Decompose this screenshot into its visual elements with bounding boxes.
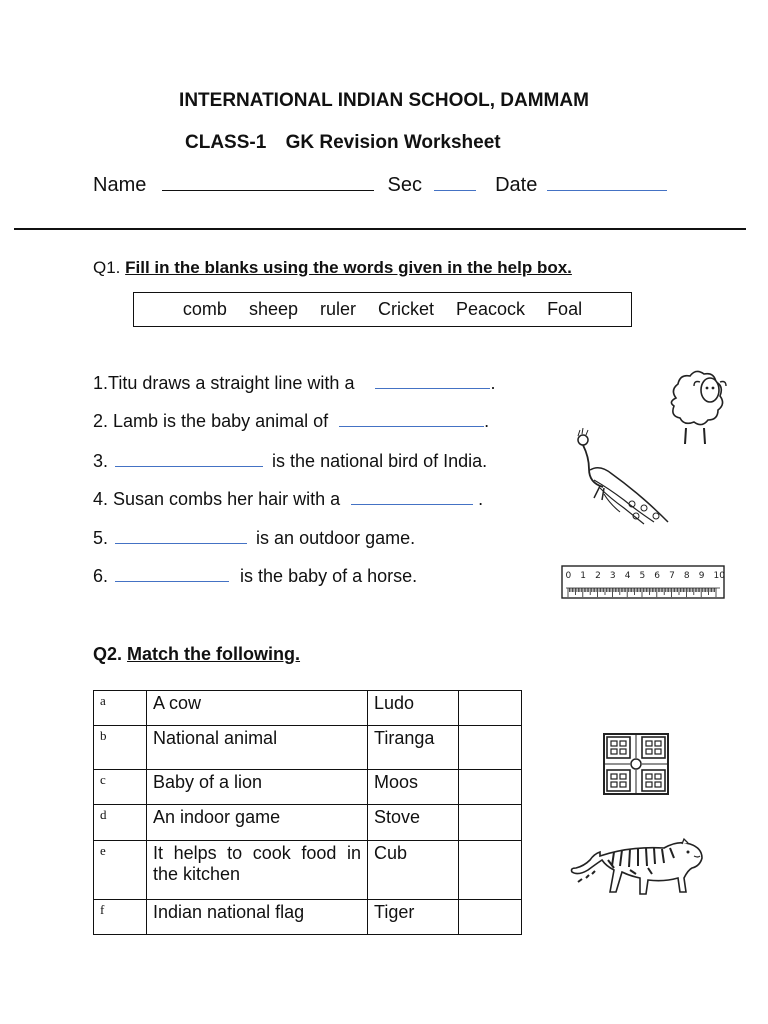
ruler-tick-label: 1 — [580, 571, 587, 581]
item-text: is the baby of a horse. — [240, 566, 418, 586]
ruler-icon — [560, 564, 726, 600]
row-option: Moos — [368, 770, 459, 805]
row-letter: e — [94, 841, 147, 900]
q2-number: Q2. — [93, 644, 123, 664]
ruler-tick-label: 8 — [683, 571, 690, 581]
ruler-tick-label: 4 — [624, 571, 631, 581]
sheep-icon — [668, 368, 728, 446]
row-letter: f — [94, 900, 147, 935]
class-label: CLASS-1 — [185, 132, 267, 153]
blank-field[interactable] — [115, 529, 247, 544]
item-text: is the national bird of India. — [272, 451, 488, 471]
item-text: 1.Titu draws a straight line with a — [93, 373, 355, 393]
date-label: Date — [495, 174, 538, 196]
match-answer-cell[interactable] — [459, 770, 522, 805]
blank-field[interactable] — [375, 374, 490, 389]
ruler-tick-label: 3 — [609, 571, 616, 581]
blank-field[interactable] — [351, 490, 473, 505]
worksheet-title: GK Revision Worksheet — [285, 132, 501, 153]
school-name: INTERNATIONAL INDIAN SCHOOL, DAMMAM — [179, 90, 589, 111]
ruler-tick-label: 9 — [698, 571, 705, 581]
sec-label: Sec — [387, 174, 422, 196]
blank-field[interactable] — [115, 567, 229, 582]
row-option: Tiger — [368, 900, 459, 935]
peacock-icon — [574, 428, 672, 526]
blank-field[interactable] — [339, 412, 484, 427]
ludo-board-icon — [602, 732, 670, 796]
tiger-icon — [570, 834, 710, 896]
help-word: sheep — [248, 299, 298, 319]
q1-item-2 — [93, 411, 489, 432]
blank-field[interactable] — [115, 452, 263, 467]
item-text: 5. — [93, 528, 109, 548]
row-letter: d — [94, 805, 147, 841]
row-letter: a — [94, 691, 147, 726]
row-item: It helps to cook food in the kitchen — [147, 841, 368, 900]
row-option: Ludo — [368, 691, 459, 726]
header-divider — [14, 228, 746, 230]
q1-heading — [93, 258, 572, 278]
q2-instruction: Match the following. — [127, 644, 301, 664]
ruler-tick-label: 0 — [565, 571, 572, 581]
q1-number: Q1. — [93, 258, 121, 277]
table-row — [94, 691, 522, 726]
q1-item-3 — [93, 451, 487, 472]
item-text: 6. — [93, 566, 109, 586]
table-row — [94, 805, 522, 841]
row-letter: b — [94, 726, 147, 770]
row-letter: c — [94, 770, 147, 805]
match-answer-cell[interactable] — [459, 691, 522, 726]
row-item: National animal — [147, 726, 368, 770]
help-box — [133, 292, 632, 327]
row-item: A cow — [147, 691, 368, 726]
table-row — [94, 900, 522, 935]
q1-item-1 — [93, 373, 495, 394]
item-text: . — [490, 373, 496, 393]
row-item: An indoor game — [147, 805, 368, 841]
q2-heading — [93, 644, 300, 665]
row-option: Cub — [368, 841, 459, 900]
help-word: Cricket — [378, 299, 435, 319]
q1-instruction: Fill in the blanks using the words given in the help box. — [125, 258, 572, 277]
help-word: Peacock — [456, 299, 526, 319]
q1-item-5 — [93, 528, 415, 549]
table-row — [94, 841, 522, 900]
item-text: 3. — [93, 451, 109, 471]
item-text: 4. Susan combs her hair with a — [93, 489, 341, 509]
item-text: is an outdoor game. — [256, 528, 416, 548]
name-label: Name — [93, 174, 147, 196]
name-field[interactable] — [162, 176, 374, 191]
help-word: Foal — [547, 299, 583, 319]
row-item: Indian national flag — [147, 900, 368, 935]
match-answer-cell[interactable] — [459, 841, 522, 900]
ruler-tick-label: 10 — [713, 571, 725, 581]
row-item: Baby of a lion — [147, 770, 368, 805]
row-option: Stove — [368, 805, 459, 841]
item-text: 2. Lamb is the baby animal of — [93, 411, 329, 431]
table-row — [94, 770, 522, 805]
student-info-line — [93, 174, 667, 197]
match-answer-cell[interactable] — [459, 726, 522, 770]
worksheet-title-line — [185, 132, 501, 154]
help-word: comb — [182, 299, 227, 319]
date-field[interactable] — [547, 176, 667, 191]
help-word: ruler — [319, 299, 356, 319]
ruler-tick-label: 7 — [669, 571, 675, 581]
q1-item-6 — [93, 566, 417, 587]
ruler-tick-label: 5 — [639, 571, 646, 581]
match-answer-cell[interactable] — [459, 900, 522, 935]
item-text: . — [484, 411, 490, 431]
match-answer-cell[interactable] — [459, 805, 522, 841]
match-table — [93, 690, 522, 935]
q1-item-4 — [93, 489, 483, 510]
sec-field[interactable] — [434, 176, 476, 191]
ruler-tick-label: 2 — [595, 571, 601, 581]
item-text: . — [478, 489, 484, 509]
ruler-tick-label: 6 — [654, 571, 661, 581]
row-option: Tiranga — [368, 726, 459, 770]
table-row — [94, 726, 522, 770]
